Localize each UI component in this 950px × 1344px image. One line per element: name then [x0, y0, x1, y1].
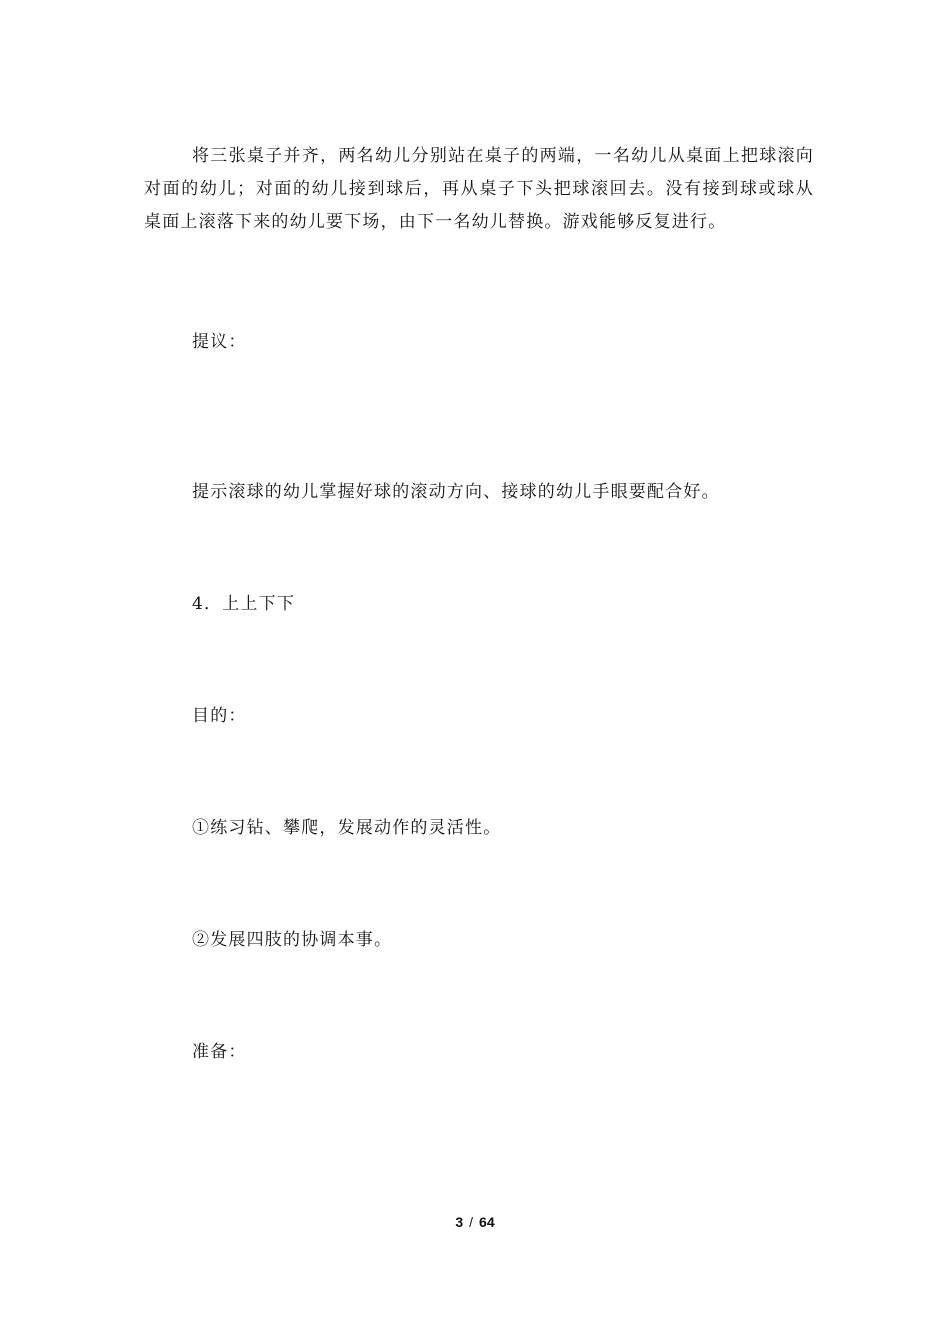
section-title: 4．上上下下: [192, 594, 296, 614]
goal-item-1: ①练习钻、攀爬，发展动作的灵活性。: [192, 818, 502, 838]
total-page-count: 64: [479, 1214, 495, 1230]
suggestion-heading: 提议：: [192, 332, 247, 352]
current-page-number: 3: [455, 1214, 464, 1230]
page-number-footer: [0, 1214, 950, 1230]
page-separator: /: [469, 1214, 474, 1230]
preparation-heading: 准备：: [192, 1042, 247, 1062]
suggestion-text: 提示滚球的幼儿掌握好球的滚动方向、接球的幼儿手眼要配合好。: [192, 482, 720, 502]
goal-item-2: ②发展四肢的协调本事。: [192, 930, 393, 950]
goal-heading: 目的：: [192, 706, 247, 726]
paragraph-game-rules: 将三张桌子并齐，两名幼儿分别站在桌子的两端，一名幼儿从桌面上把球滚向对面的幼儿；对面的幼儿接到球后，再从桌子下头把球滚回去。没有接到球或球从桌面上滚落下来的幼儿要下场，由下一名幼儿替换。游戏能够反复进行。: [144, 146, 814, 232]
